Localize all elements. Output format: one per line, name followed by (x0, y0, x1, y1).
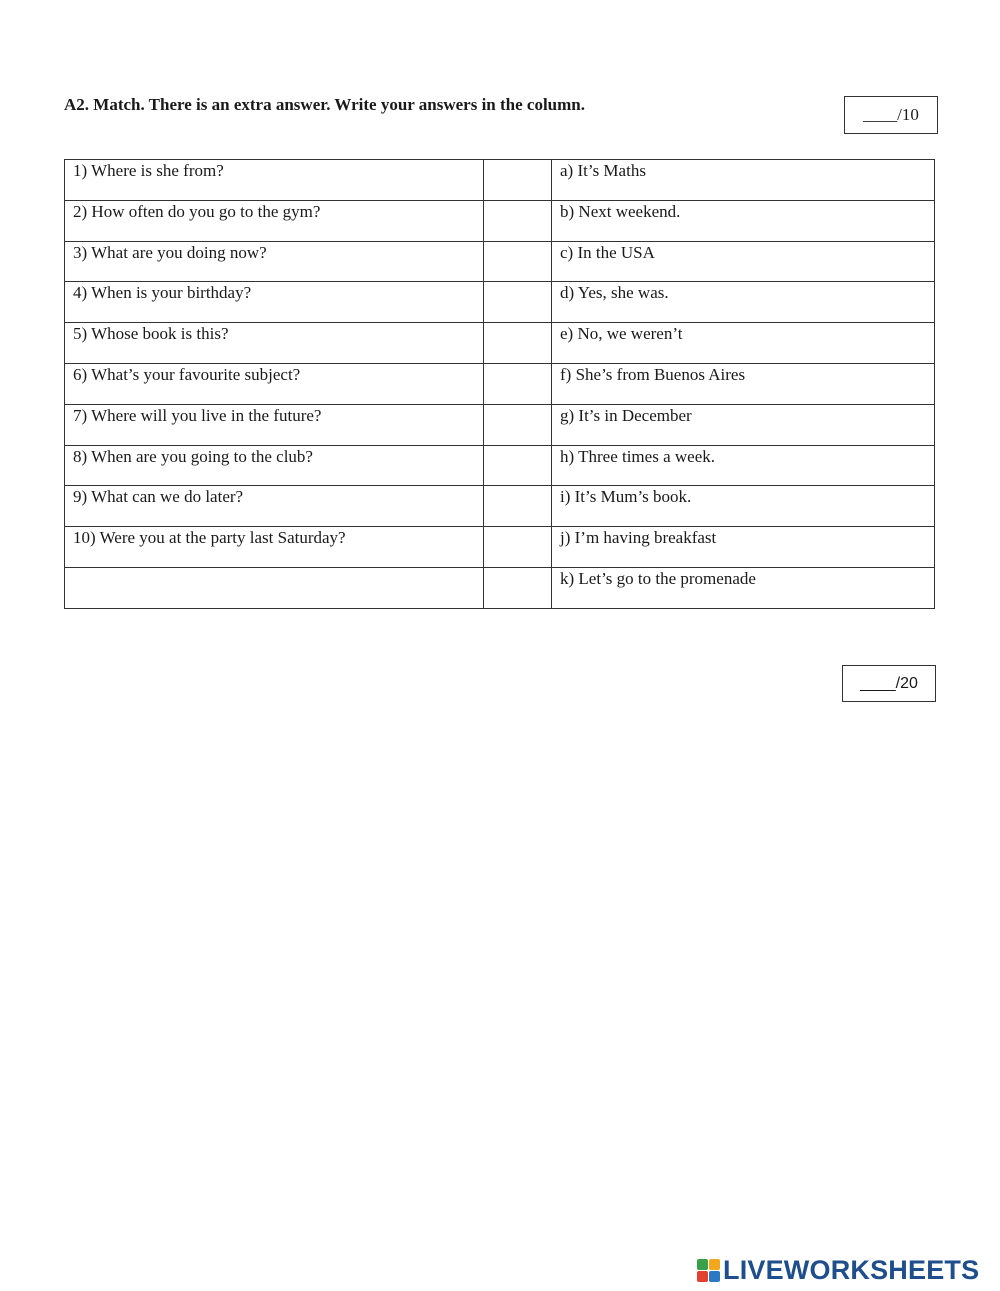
option-cell: a) It’s Maths (552, 160, 935, 201)
answer-cell[interactable] (484, 486, 552, 527)
logo-square-4 (709, 1271, 720, 1282)
answer-cell[interactable] (484, 445, 552, 486)
matching-table (64, 159, 935, 609)
answer-cell[interactable] (484, 160, 552, 201)
option-cell: e) No, we weren’t (552, 323, 935, 364)
question-cell: 4) When is your birthday? (65, 282, 484, 323)
answer-cell[interactable] (484, 527, 552, 568)
table-row (65, 282, 935, 323)
question-cell: 10) Were you at the party last Saturday? (65, 527, 484, 568)
option-cell: d) Yes, she was. (552, 282, 935, 323)
table-row (65, 445, 935, 486)
table-row (65, 567, 935, 608)
score-box-top (844, 96, 938, 134)
question-cell: 5) Whose book is this? (65, 323, 484, 364)
score-box-bottom (842, 665, 936, 702)
question-cell: 6) What’s your favourite subject? (65, 363, 484, 404)
question-cell (65, 567, 484, 608)
answer-cell[interactable] (484, 323, 552, 364)
instruction-heading: A2. Match. There is an extra answer. Write your answers in the column. (64, 95, 586, 114)
table-row (65, 404, 935, 445)
option-cell: k) Let’s go to the promenade (552, 567, 935, 608)
table-row (65, 241, 935, 282)
logo-square-2 (709, 1259, 720, 1270)
liveworksheets-logo-mark (697, 1259, 720, 1282)
answer-cell[interactable] (484, 200, 552, 241)
liveworksheets-logo (697, 1255, 979, 1285)
answer-cell[interactable] (484, 241, 552, 282)
option-cell: f) She’s from Buenos Aires (552, 363, 935, 404)
option-cell: b) Next weekend. (552, 200, 935, 241)
logo-square-1 (697, 1259, 708, 1270)
answer-cell[interactable] (484, 282, 552, 323)
answer-cell[interactable] (484, 404, 552, 445)
score-top-text: ____/10 (863, 105, 919, 124)
liveworksheets-logo-text: LIVEWORKSHEETS (723, 1254, 980, 1285)
question-cell: 7) Where will you live in the future? (65, 404, 484, 445)
question-cell: 8) When are you going to the club? (65, 445, 484, 486)
option-cell: i) It’s Mum’s book. (552, 486, 935, 527)
question-cell: 2) How often do you go to the gym? (65, 200, 484, 241)
table-row (65, 160, 935, 201)
question-cell: 3) What are you doing now? (65, 241, 484, 282)
answer-cell[interactable] (484, 363, 552, 404)
option-cell: c) In the USA (552, 241, 935, 282)
table-row (65, 323, 935, 364)
option-cell: h) Three times a week. (552, 445, 935, 486)
table-row (65, 486, 935, 527)
answer-cell[interactable] (484, 567, 552, 608)
question-cell: 1) Where is she from? (65, 160, 484, 201)
table-row (65, 363, 935, 404)
question-cell: 9) What can we do later? (65, 486, 484, 527)
option-cell: g) It’s in December (552, 404, 935, 445)
option-cell: j) I’m having breakfast (552, 527, 935, 568)
table-row (65, 200, 935, 241)
score-bottom-text: ____/20 (860, 674, 918, 692)
logo-square-3 (697, 1271, 708, 1282)
table-row (65, 527, 935, 568)
